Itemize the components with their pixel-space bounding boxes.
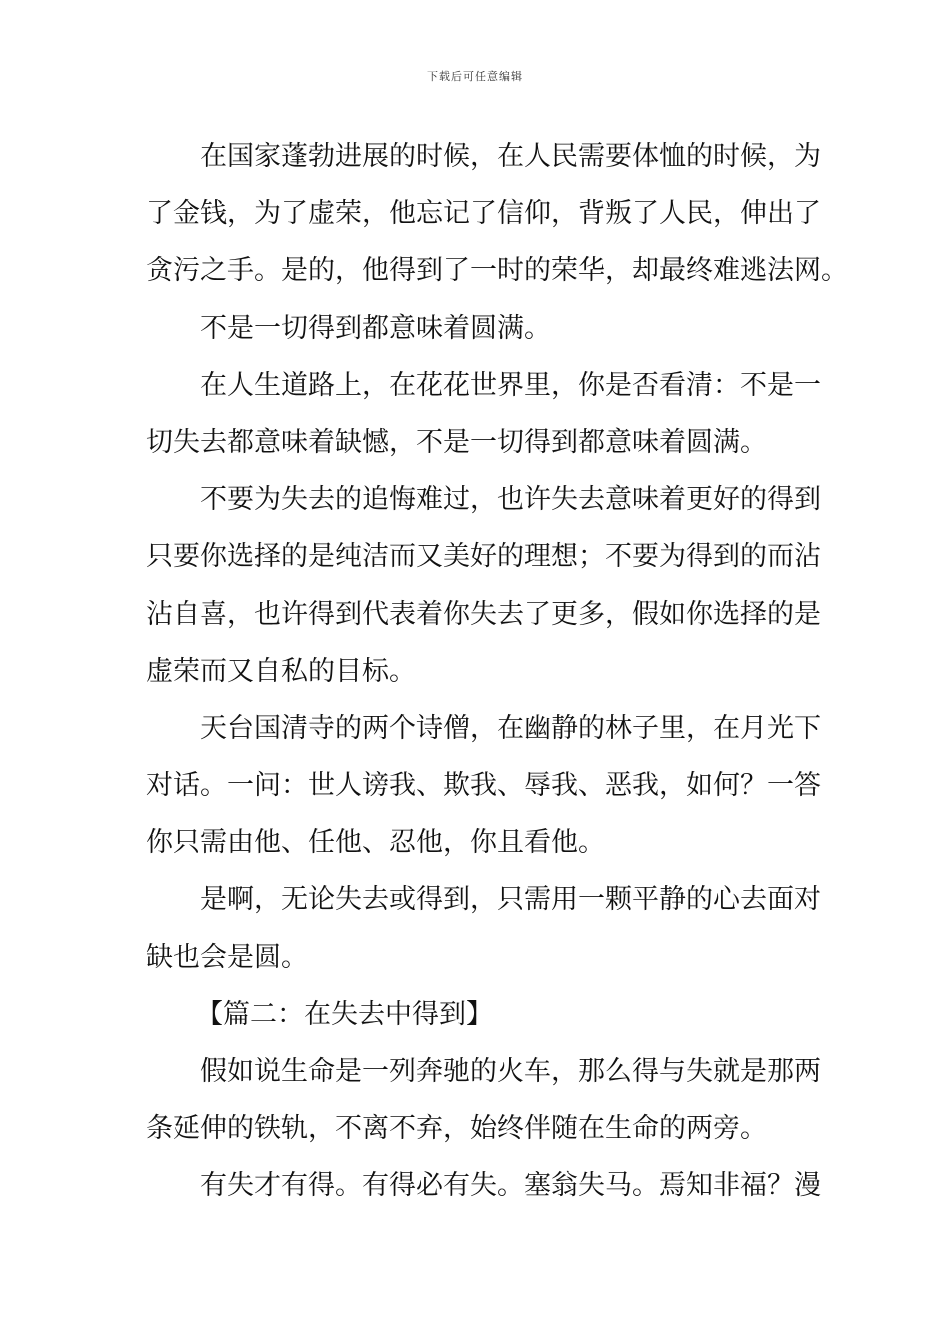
text-line: 在人生道路上，在花花世界里，你是否看清：不是一	[200, 369, 821, 401]
text-line: 沾自喜，也许得到代表着你失去了更多，假如你选择的是	[146, 598, 821, 630]
section-heading: 【篇二：在失去中得到】	[196, 998, 493, 1030]
text-line: 天台国清寺的两个诗僧，在幽静的林子里，在月光下	[200, 712, 821, 744]
page-header: 下载后可任意编辑	[427, 70, 523, 83]
text-line: 在国家蓬勃进展的时候，在人民需要体恤的时候，为	[200, 141, 821, 172]
text-line: 有失才有得。有得必有失。塞翁失马。焉知非福？漫	[200, 1170, 821, 1202]
text-line: 是啊，无论失去或得到，只需用一颗平静的心去面对	[200, 884, 821, 916]
text-line: 对话。一问：世人谤我、欺我、辱我、恶我，如何？一答	[146, 770, 821, 802]
text-line: 条延伸的铁轨，不离不弃，始终伴随在生命的两旁。	[146, 1113, 767, 1145]
text-line: 缺也会是圆。	[146, 941, 308, 973]
text-line: 虚荣而又自私的目标。	[146, 655, 416, 687]
text-line: 只要你选择的是纯洁而又美好的理想；不要为得到的而沾	[146, 541, 821, 573]
body-text	[146, 128, 848, 1215]
text-line: 你只需由他、任他、忍他，你且看他。	[146, 827, 605, 859]
text-line: 不是一切得到都意味着圆满。	[200, 312, 551, 344]
text-line: 假如说生命是一列奔驰的火车，那么得与失就是那两	[200, 1056, 821, 1087]
text-line: 不要为失去的追悔难过，也许失去意味着更好的得到	[200, 484, 821, 516]
text-line: 了金钱，为了虚荣，他忘记了信仰，背叛了人民，伸出了	[146, 198, 821, 230]
text-line: 切失去都意味着缺憾，不是一切得到都意味着圆满。	[146, 426, 767, 458]
text-line: 贪污之手。是的，他得到了一时的荣华，却最终难逃法网。	[146, 255, 848, 287]
